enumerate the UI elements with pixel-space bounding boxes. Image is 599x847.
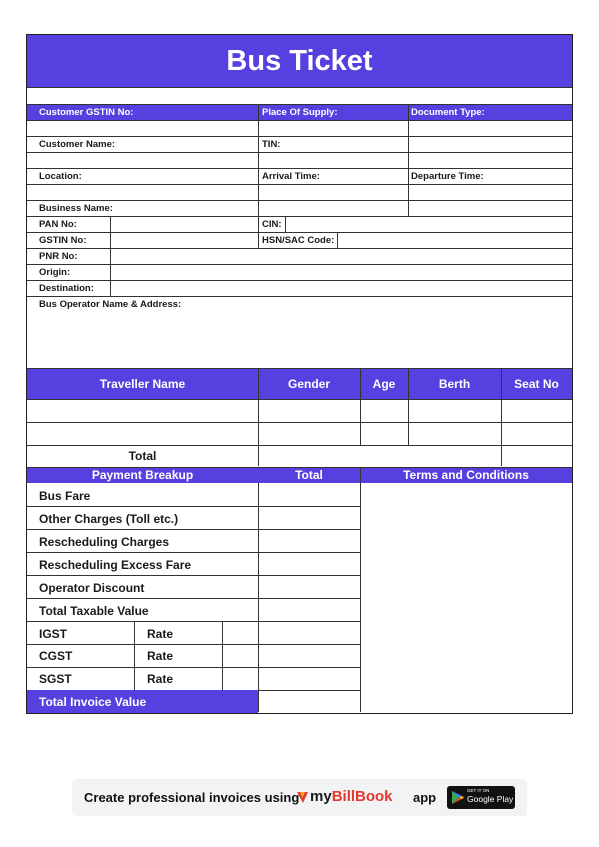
row-sgst: SGST — [39, 672, 72, 686]
promo-footer[interactable] — [72, 779, 527, 816]
google-play-icon — [452, 791, 464, 804]
header-payment-total: Total — [295, 468, 323, 482]
row-total-taxable: Total Taxable Value — [39, 604, 149, 618]
customer-gstin-label: Customer GSTIN No: — [39, 107, 134, 118]
divider — [27, 87, 572, 88]
hsn-sac-label: HSN/SAC Code: — [262, 235, 335, 246]
sgst-rate-label: Rate — [147, 672, 174, 686]
document-type-label: Document Type: — [411, 107, 485, 118]
header-berth: Berth — [438, 377, 471, 391]
arrival-time-label: Arrival Time: — [262, 171, 320, 182]
header-seat-no: Seat No — [514, 377, 559, 391]
brand-name: myBillBook — [310, 788, 393, 805]
pnr-label: PNR No: — [39, 251, 78, 262]
badge-google-play: Google Play — [467, 794, 514, 804]
igst-rate-label: Rate — [147, 627, 174, 641]
customer-name-label: Customer Name: — [39, 139, 116, 150]
row-igst: IGST — [39, 627, 68, 641]
header-terms: Terms and Conditions — [403, 468, 529, 482]
header-payment-breakup: Payment Breakup — [91, 468, 194, 482]
row-operator-discount: Operator Discount — [39, 581, 145, 595]
cgst-rate-label: Rate — [147, 649, 174, 663]
header-traveller-name: Traveller Name — [99, 377, 186, 391]
row-cgst: CGST — [39, 649, 73, 663]
traveller-total-label: Total — [128, 449, 157, 463]
app-word: app — [413, 790, 437, 805]
row-rescheduling-charges: Rescheduling Charges — [39, 535, 170, 549]
document-title: Bus Ticket — [27, 35, 572, 88]
row-total-invoice-value: Total Invoice Value — [39, 695, 147, 709]
gstin-label: GSTIN No: — [39, 235, 87, 246]
origin-label: Origin: — [39, 267, 71, 278]
pan-label: PAN No: — [39, 219, 77, 230]
promo-text: Create professional invoices using — [84, 790, 300, 805]
header-gender: Gender — [287, 377, 330, 391]
google-play-badge[interactable] — [447, 786, 515, 809]
row-bus-fare: Bus Fare — [39, 489, 91, 503]
tin-label: TIN: — [262, 139, 281, 150]
cin-label: CIN: — [262, 219, 282, 230]
location-label: Location: — [39, 171, 82, 182]
divider — [27, 104, 572, 105]
departure-time-label: Departure Time: — [411, 171, 484, 182]
business-name-label: Business Name: — [39, 203, 113, 214]
header-age: Age — [372, 377, 396, 391]
bus-operator-label: Bus Operator Name & Address: — [39, 299, 182, 310]
row-other-charges: Other Charges (Toll etc.) — [39, 512, 179, 526]
bus-ticket-document — [26, 34, 573, 714]
badge-get-it-on: GET IT ON — [467, 788, 490, 793]
destination-label: Destination: — [39, 283, 94, 294]
brand-logo-icon — [296, 790, 309, 804]
place-of-supply-label: Place Of Supply: — [262, 107, 338, 118]
row-rescheduling-excess: Rescheduling Excess Fare — [39, 558, 192, 572]
